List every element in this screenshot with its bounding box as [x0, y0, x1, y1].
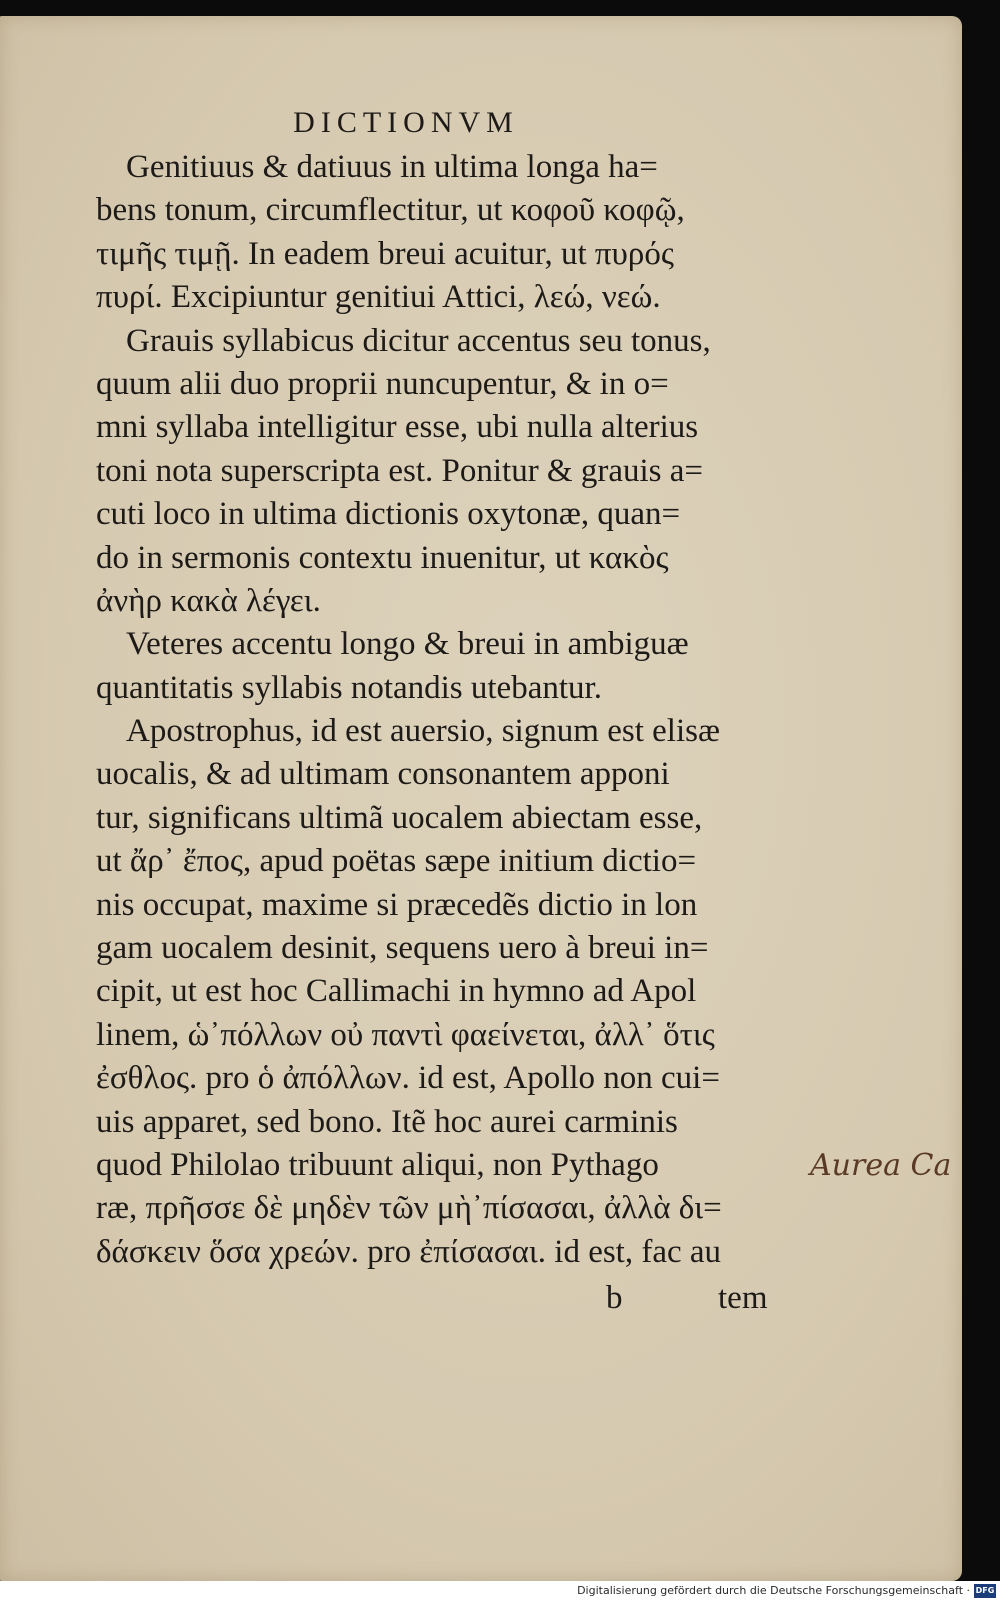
text-line: τιμῆς τιμῇ. In eadem breui acuitur, ut πυρός [96, 235, 674, 272]
text-line: quantitatis syllabis notandis utebantur. [96, 669, 602, 706]
marginal-note: Aurea Ca [810, 1148, 952, 1183]
text-line: quod Philolao tribuunt aliqui, non Pythago [96, 1146, 659, 1183]
text-line: bens tonum, circumflectitur, ut κοφοῦ κοφῷ, [96, 192, 685, 229]
text-line: tur, significans ultimã uocalem abiectam esse, [96, 799, 703, 836]
text-line: cuti loco in ultima dictionis oxytonæ, quan= [96, 496, 681, 533]
footer-bar [0, 1581, 1000, 1601]
text-line: ἐσθλος. pro ὁ ἀπόλλων. id est, Apollo non cui= [96, 1060, 720, 1097]
body-text [96, 146, 816, 1274]
text-line: cipit, ut est hoc Callimachi in hymno ad Apol [96, 973, 697, 1010]
signature-mark: b [606, 1280, 623, 1317]
text-line: linem, ὡ᾽πόλλων οὐ παντὶ φαείνεται, ἀλλ᾽ ὅτις [96, 1016, 715, 1053]
running-head: DICTIONVM [293, 106, 519, 139]
dfg-logo-icon: DFG [974, 1584, 996, 1598]
footer-credit: Digitalisierung gefördert durch die Deutsche Forschungsgemeinschaft · [577, 1584, 970, 1597]
text-line: gam uocalem desinit, sequens uero à breui in= [96, 930, 709, 967]
text-line: mni syllaba intelligitur esse, ubi nulla alterius [96, 409, 699, 446]
catch-line [96, 1274, 816, 1322]
text-line: ut ἄρ᾽ ἔπος, apud poëtas sæpe initium dictio= [96, 843, 697, 880]
text-line: Veteres accentu longo & breui in ambiguæ [126, 626, 689, 663]
text-line: Apostrophus, id est auersio, signum est elisæ [126, 713, 720, 750]
text-line: Grauis syllabicus dicitur accentus seu tonus, [126, 322, 711, 359]
text-block [96, 100, 816, 1322]
text-line: quum alii duo proprii nuncupentur, & in o= [96, 365, 669, 402]
text-line: πυρί. Excipiuntur genitiui Attici, λεώ, νεώ. [96, 279, 661, 316]
text-line: uocalis, & ad ultimam consonantem apponi [96, 756, 670, 793]
text-line: Genitiuus & datiuus in ultima longa ha= [126, 149, 658, 185]
text-line: ἀνὴρ κακὰ λέγει. [96, 582, 321, 619]
text-line: ræ, πρῆσσε δὲ μηδὲν τῶν μὴ᾽πίσασαι, ἀλλὰ δι= [96, 1190, 722, 1227]
text-line: uis apparet, sed bono. Itẽ hoc aurei carminis [96, 1103, 678, 1140]
catchword: tem [718, 1280, 768, 1317]
text-line: toni nota superscripta est. Ponitur & grauis a= [96, 452, 704, 489]
text-line: do in sermonis contextu inuenitur, ut κακὸς [96, 539, 669, 576]
text-line: δάσκειν ὅσα χρεών. pro ἐπίσασαι. id est, fac au [96, 1233, 722, 1270]
text-line: nis occupat, maxime si præcedẽs dictio in lon [96, 886, 698, 923]
